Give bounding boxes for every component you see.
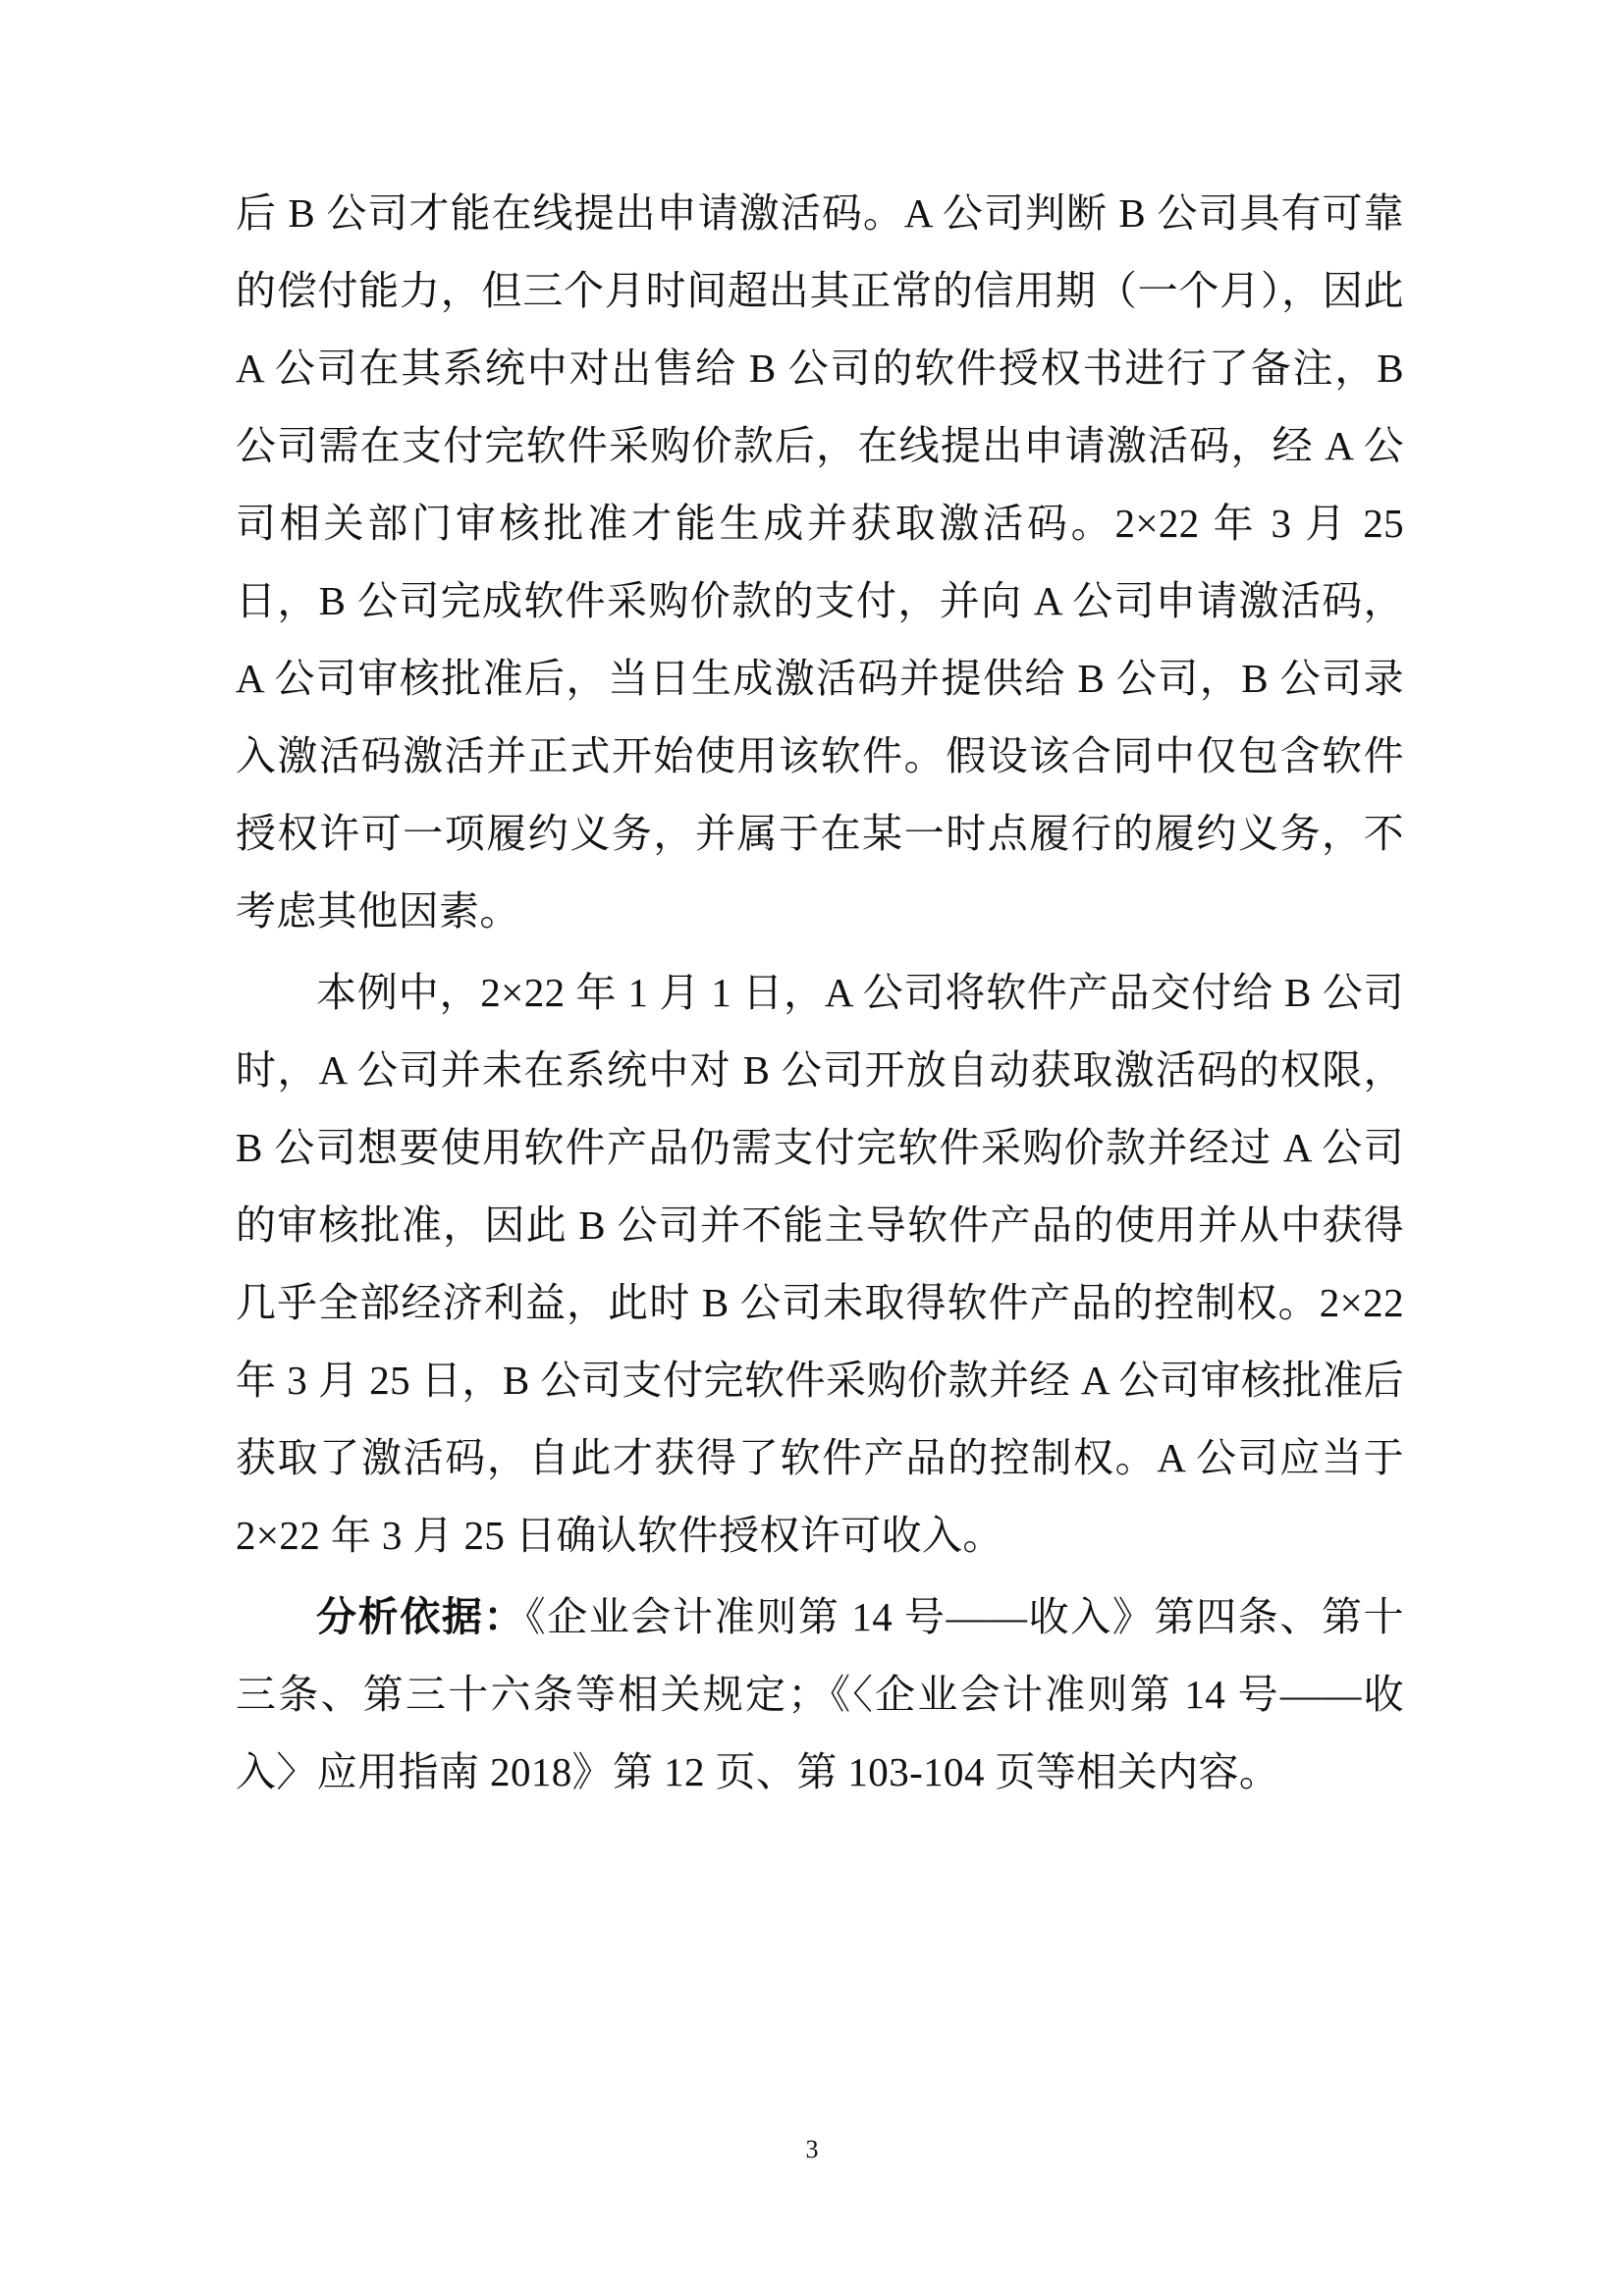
basis-text: 《企业会计准则第 14 号——收入》第四条、第十三条、第三十六条等相关规定；《〈企业会计准则第 14 号——收入〉应用指南 2018》第 12 页、第 103-104 页等相关内容。 — [236, 1594, 1404, 1794]
paragraph-continuation: 后 B 公司才能在线提出申请激活码。A 公司判断 B 公司具有可靠的偿付能力，但三个月时间超出其正常的信用期（一个月），因此 A 公司在其系统中对出售给 B 公司的软件授权书进行了备注，B 公司需在支付完软件采购价款后，在线提出申请激活码，经 A 公司相关部门审核批准才能生成并获取激活码。2×22 年 3 月 25 日，B 公司完成软件采购价款的支付，并向 A 公司申请激活码，A 公司审核批准后，当日生成激活码并提供给 B 公司，B 公司录入激活码激活并正式开始使用该软件。假设该合同中仅包含软件授权许可一项履约义务，并属于在某一时点履行的履约义务，不考虑其他因素。 — [236, 190, 1404, 934]
paragraph-analysis: 本例中，2×22 年 1 月 1 日，A 公司将软件产品交付给 B 公司时，A 公司并未在系统中对 B 公司开放自动获取激活码的权限，B 公司想要使用软件产品仍需支付完软件采购价款并经过 A 公司的审核批准，因此 B 公司并不能主导软件产品的使用并从中获得几乎全部经济利益，此时 B 公司未取得软件产品的控制权。2×22 年 3 月 25 日，B 公司支付完软件采购价款并经 A 公司审核批准后获取了激活码，自此才获得了软件产品的控制权。A 公司应当于 2×22 年 3 月 25 日确认软件授权许可收入。 — [236, 970, 1404, 1558]
basis-label: 分析依据： — [316, 1594, 526, 1639]
paragraph-basis — [236, 1578, 1404, 1811]
document-body — [236, 175, 1404, 1811]
page-number: 3 — [805, 2135, 819, 2163]
